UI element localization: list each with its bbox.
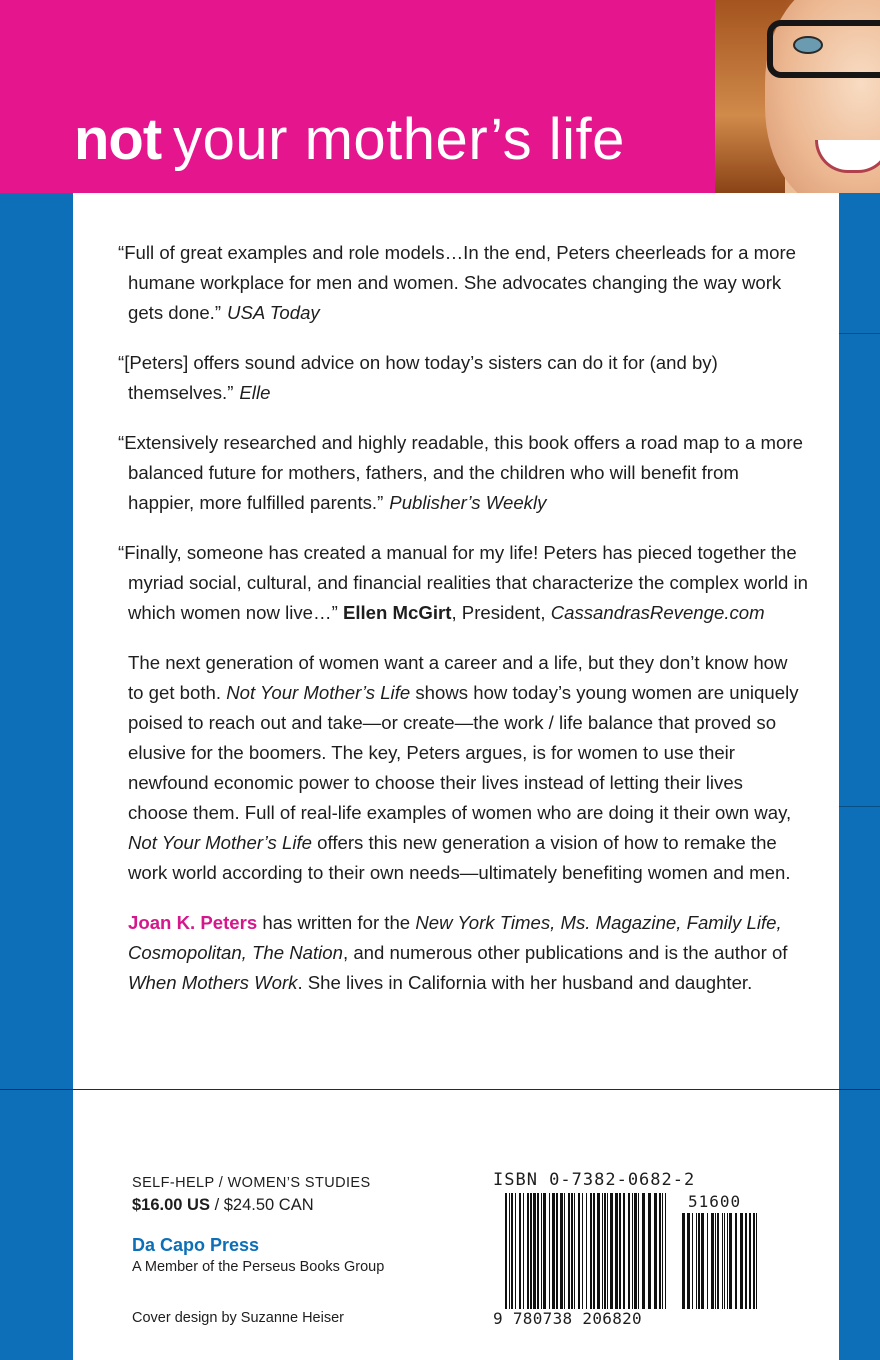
barcode-bar — [642, 1193, 645, 1309]
book-title — [74, 100, 625, 180]
title-banner — [0, 0, 715, 193]
barcode-bar — [552, 1193, 555, 1309]
barcode-bar — [707, 1213, 708, 1309]
barcode-bar — [527, 1193, 529, 1309]
barcode-bar — [727, 1213, 728, 1309]
barcode-bar — [665, 1193, 666, 1309]
barcode-bar — [604, 1193, 606, 1309]
barcode-bar — [615, 1193, 618, 1309]
back-cover-copy — [118, 238, 808, 998]
barcode-bar — [515, 1193, 516, 1309]
barcode-bar — [537, 1193, 539, 1309]
barcode-price-code: 51600 — [688, 1192, 742, 1211]
barcode-bar — [511, 1193, 513, 1309]
barcode-bar — [659, 1193, 661, 1309]
barcode-bar — [530, 1193, 532, 1309]
barcode-bar — [571, 1193, 573, 1309]
review-source: Ellen McGirt — [342, 602, 452, 623]
cover-credit: Cover design by Suzanne Heiser — [132, 1310, 344, 1326]
review-source: Publisher’s Weekly — [389, 492, 547, 513]
barcode-bar — [590, 1193, 592, 1309]
barcode-bar — [574, 1193, 575, 1309]
barcode-bar — [556, 1193, 558, 1309]
review-quote: “Finally, someone has created a manual for my life! Peters has pieced together the myriad social, cultural, and financial realities that characterize the complex world in which women now live…” Ellen McGirt, President, CassandrasRevenge.com — [118, 542, 809, 623]
barcode-bar — [711, 1213, 714, 1309]
barcode-bar — [509, 1193, 510, 1309]
addon-barcode — [682, 1213, 760, 1309]
barcode-bar — [533, 1193, 536, 1309]
barcode-bar — [634, 1193, 637, 1309]
barcode-bar — [505, 1193, 507, 1309]
author-photo — [715, 0, 880, 193]
barcode-bar — [519, 1193, 521, 1309]
barcode-bar — [692, 1213, 693, 1309]
title-rest: your mother’s life — [173, 107, 625, 172]
barcode-bar — [582, 1193, 583, 1309]
barcode-bar — [586, 1193, 587, 1309]
review-source: USA Today — [227, 302, 320, 323]
review-source: Elle — [239, 382, 271, 403]
barcode — [505, 1193, 667, 1309]
barcode-bar — [756, 1213, 757, 1309]
review-quote: “Full of great examples and role models…In the end, Peters cheerleads for a more humane workplace for men and women. She advocates changing the way work gets done.” USA Today — [118, 242, 796, 323]
review-source-site: CassandrasRevenge.com — [550, 602, 765, 623]
left-blue-band — [0, 193, 73, 1360]
barcode-bar — [740, 1213, 743, 1309]
barcode-bar — [543, 1193, 546, 1309]
right-blue-band — [839, 193, 880, 1360]
book-description: The next generation of women want a career and a life, but they don’t know how to get both. Not Your Mother’s Life shows how today’s young women are uniquely poised to reach out and take—or create—the work / life balance that proved so elusive for the boomers. The key, Peters argues, is for women to use their newfound economic power to choose their lives instead of letting their lives choose them. Full of real-life examples of women who are doing it their own way, Not Your Mother’s Life offers this new generation a vision of how to remake the work world according to their own needs—ultimately benefiting women and men. — [128, 652, 799, 883]
barcode-bar — [745, 1213, 747, 1309]
barcode-bar — [724, 1213, 725, 1309]
barcode-bar — [541, 1193, 542, 1309]
author-bio: Joan K. Peters has written for the New York Times, Ms. Magazine, Family Life, Cosmopolitan, The Nation, and numerous other publications and is the author of When Mothers Work. She lives in California with her husband and daughter. — [128, 912, 788, 993]
barcode-bar — [729, 1213, 732, 1309]
author-name: Joan K. Peters — [128, 912, 258, 933]
barcode-bar — [523, 1193, 524, 1309]
review-quote: “[Peters] offers sound advice on how today’s sisters can do it for (and by) themselves.” Elle — [118, 352, 718, 403]
title-bold-word: not — [74, 107, 162, 172]
barcode-bar — [698, 1213, 700, 1309]
barcode-bar — [597, 1193, 600, 1309]
barcode-bar — [578, 1193, 580, 1309]
barcode-bar — [593, 1193, 595, 1309]
barcode-bar — [623, 1193, 625, 1309]
publisher-member: A Member of the Perseus Books Group — [132, 1259, 385, 1275]
barcode-bar — [753, 1213, 755, 1309]
review-quote: “Extensively researched and highly readable, this book offers a road map to a more balanced future for mothers, fathers, and the children who will benefit from happier, more fulfilled parents.” Publisher’s Weekly — [118, 432, 803, 513]
barcode-bar — [687, 1213, 690, 1309]
barcode-bar — [696, 1213, 697, 1309]
barcode-bar — [628, 1193, 630, 1309]
barcode-bar — [568, 1193, 570, 1309]
barcode-bar — [648, 1193, 651, 1309]
barcode-bar — [610, 1193, 613, 1309]
barcode-bar — [701, 1213, 704, 1309]
barcode-bar — [619, 1193, 621, 1309]
barcode-digits: 9 780738 206820 — [493, 1309, 642, 1328]
barcode-bar — [560, 1193, 563, 1309]
barcode-bar — [638, 1193, 639, 1309]
barcode-bar — [735, 1213, 737, 1309]
barcode-bar — [722, 1213, 723, 1309]
barcode-bar — [602, 1193, 603, 1309]
barcode-bar — [654, 1193, 657, 1309]
category-label: SELF-HELP / WOMEN’S STUDIES — [132, 1175, 371, 1191]
barcode-bar — [682, 1213, 685, 1309]
price: $16.00 US / $24.50 CAN — [132, 1196, 314, 1214]
barcode-bar — [717, 1213, 719, 1309]
barcode-bar — [749, 1213, 751, 1309]
barcode-bar — [662, 1193, 663, 1309]
barcode-bar — [632, 1193, 633, 1309]
glasses-icon — [767, 20, 880, 78]
publisher-name: Da Capo Press — [132, 1235, 260, 1255]
isbn-label: ISBN 0-7382-0682-2 — [493, 1170, 696, 1190]
barcode-bar — [564, 1193, 565, 1309]
barcode-bar — [607, 1193, 608, 1309]
barcode-bar — [715, 1213, 716, 1309]
barcode-bar — [549, 1193, 550, 1309]
